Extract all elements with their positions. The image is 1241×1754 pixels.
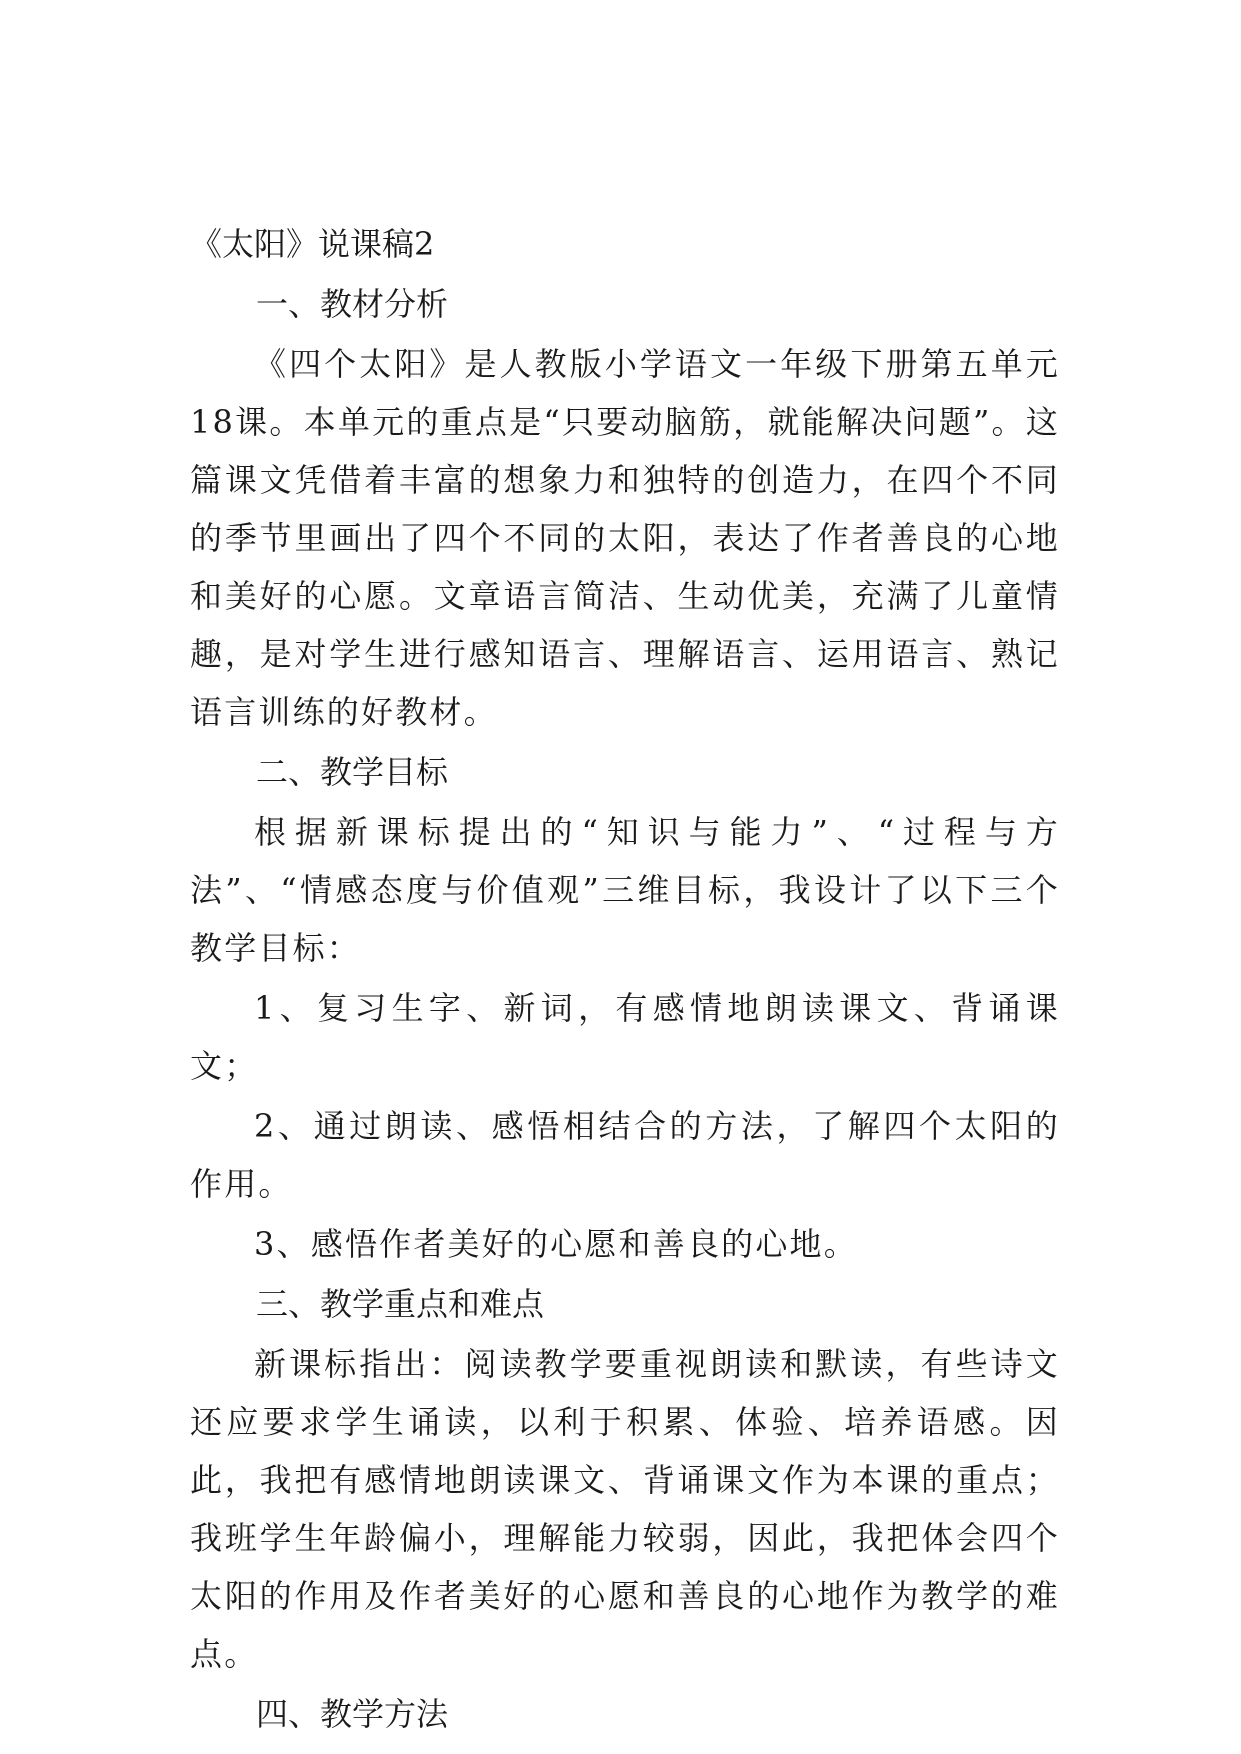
document-title: 《太阳》说课稿2 [190, 225, 435, 263]
section-heading-textbook-analysis: 一、教材分析 [256, 285, 449, 323]
paragraph-key-points: 新课标指出：阅读教学要重视朗读和默读，有些诗文还应要求学生诵读，以利于积累、体验、培养语感。因此，我把有感情地朗读课文、背诵课文作为本课的重点；我班学生年龄偏小，理解能力较弱，因此，我把体会四个太阳的作用及作者美好的心愿和善良的心地作为教学的难点。 [190, 1345, 1060, 1673]
goal-item-2: 2、通过朗读、感悟相结合的方法，了解四个太阳的作用。 [190, 1107, 1060, 1203]
section-heading-key-points: 三、教学重点和难点 [256, 1285, 545, 1323]
section-heading-teaching-goals: 二、教学目标 [256, 753, 449, 791]
paragraph-teaching-goals-intro: 根据新课标提出的“知识与能力”、“过程与方法”、“情感态度与价值观”三维目标，我设计了以下三个教学目标： [190, 813, 1060, 967]
goal-item-1: 1、复习生字、新词，有感情地朗读课文、背诵课文； [190, 989, 1060, 1085]
paragraph-textbook-analysis: 《四个太阳》是人教版小学语文一年级下册第五单元18课。本单元的重点是“只要动脑筋，就能解决问题”。这篇课文凭借着丰富的想象力和独特的创造力，在四个不同的季节里画出了四个不同的太阳，表达了作者善良的心地和美好的心愿。文章语言简洁、生动优美，充满了儿童情趣，是对学生进行感知语言、理解语言、运用语言、熟记语言训练的好教材。 [190, 345, 1060, 731]
section-heading-teaching-methods: 四、教学方法 [256, 1695, 449, 1733]
document-body [190, 215, 1060, 1745]
goal-item-3: 3、感悟作者美好的心愿和善良的心地。 [254, 1225, 858, 1263]
